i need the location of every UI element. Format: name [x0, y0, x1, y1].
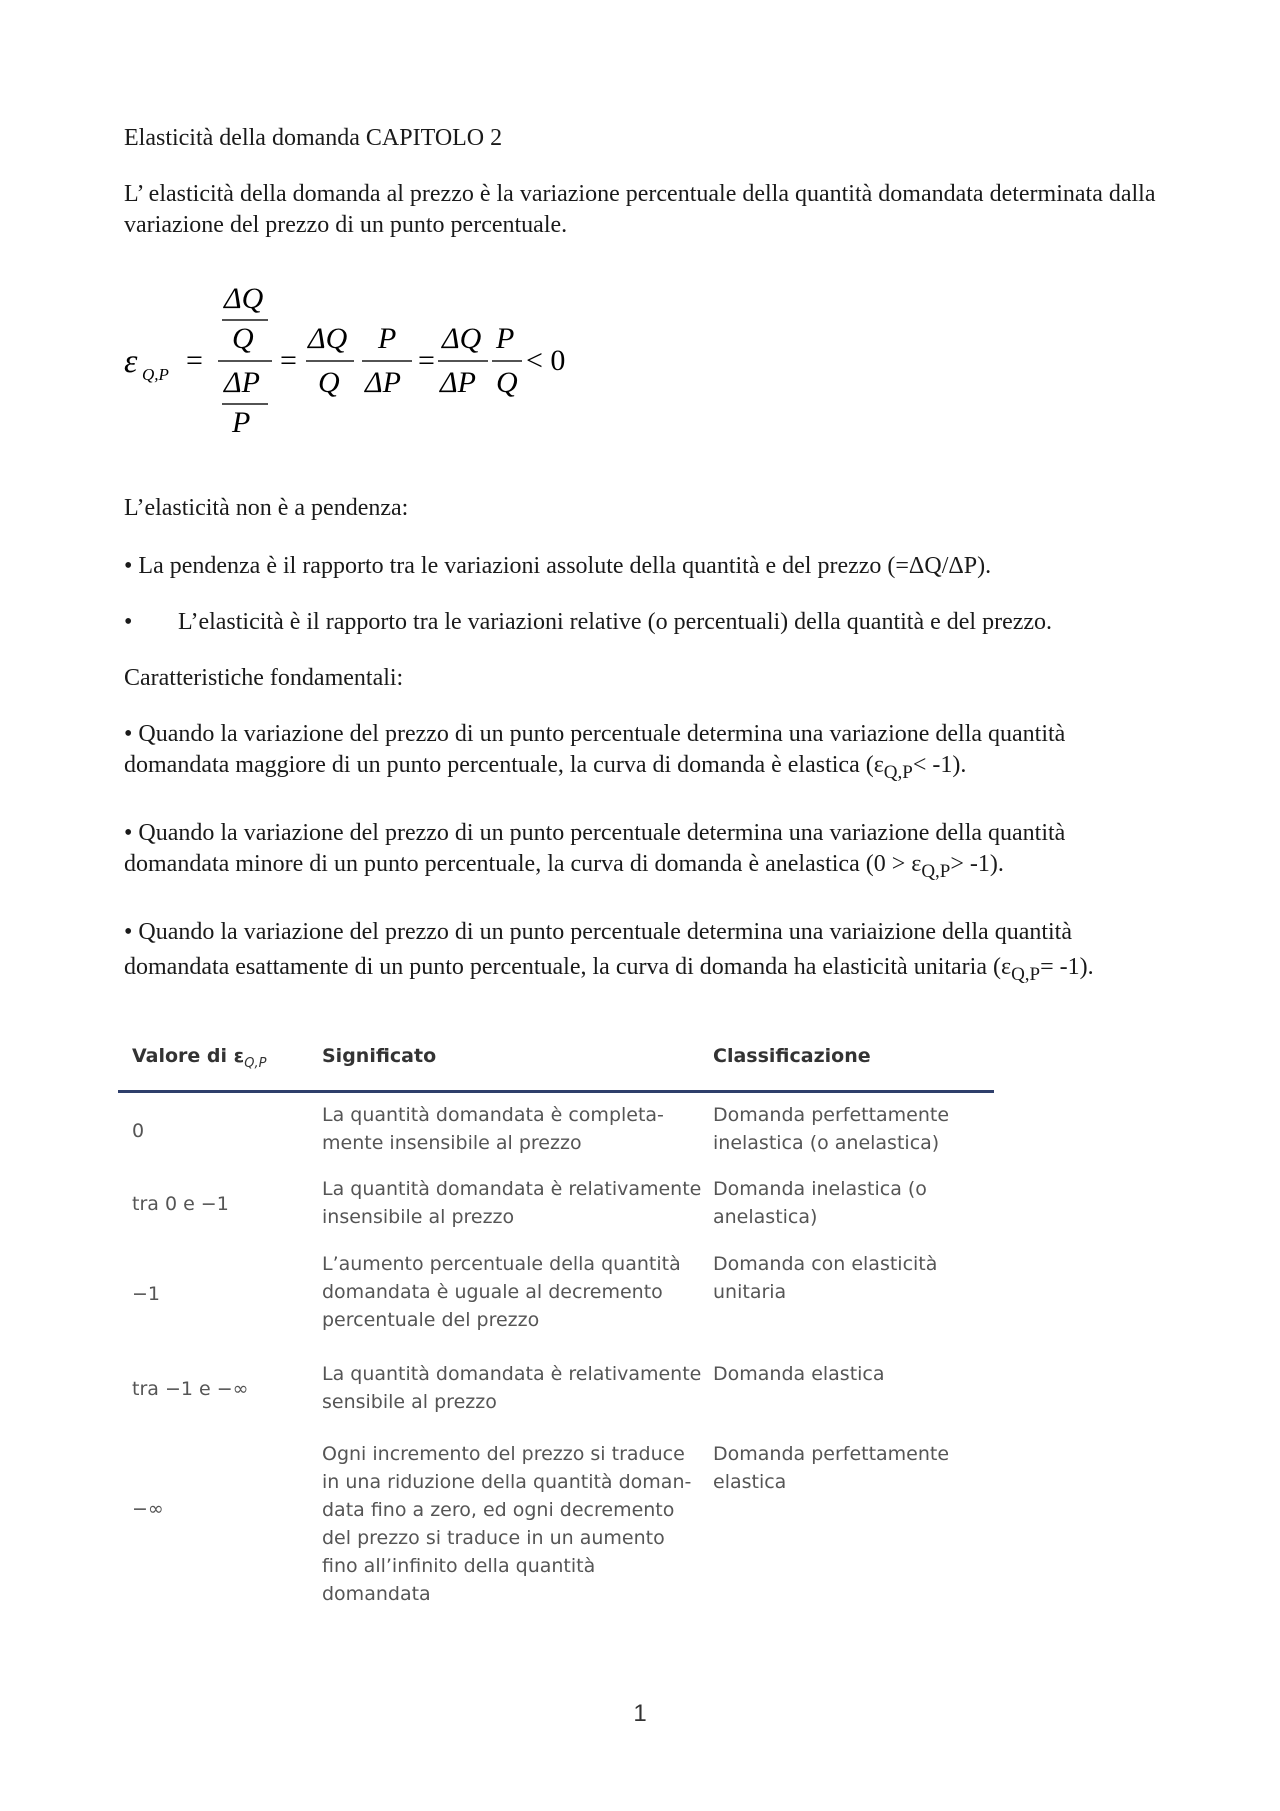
row-4-classification: Domanda perfettamente elastica	[713, 1443, 950, 1493]
denominator-dP: ΔP	[224, 366, 260, 399]
bullet-slope: • La pendenza è il rapporto tra le variazioni assolute della quantità e del prezzo (=ΔQ/ΔP).	[124, 553, 992, 579]
page-number: 1	[633, 1700, 647, 1727]
frac2-den-Q: Q	[318, 366, 340, 399]
frac5-den-Q: Q	[496, 366, 518, 399]
frac3-num-P: P	[378, 322, 397, 355]
numerator-dQ: ΔQ	[224, 282, 264, 315]
elasticity-formula	[122, 270, 592, 450]
features-heading: Caratteristiche fondamentali:	[124, 665, 404, 691]
epsilon-subscript: Q,P	[142, 365, 169, 384]
bullet-elasticity-text: L’elasticità è il rapporto tra le variazioni relative (o percentuali) della quantità e del prezzo.	[178, 609, 1053, 635]
denominator-P: P	[232, 406, 251, 439]
bullet-elasticity	[124, 607, 1164, 638]
feature-inelastic: • Quando la variazione del prezzo di un punto percentuale determina una variazione della quantità domandata minore di un punto percentuale, la curva di domanda è anelastica $(0 > \varepsilon_{Q,P}> -1)$.	[124, 820, 1066, 882]
row-1-value: tra 0 e −1	[132, 1193, 229, 1215]
frac2-num-dQ: ΔQ	[308, 322, 348, 355]
header-value: Valore di $\varepsilon_{Q,P}$	[132, 1045, 267, 1071]
frac4-den-dP: ΔP	[440, 366, 476, 399]
row-0-classification: Domanda perfettamente inelastica (o anelastica)	[713, 1104, 950, 1154]
row-4-value: −∞	[132, 1498, 164, 1520]
row-2-classification: Domanda con elasticità unitaria	[713, 1253, 938, 1303]
less-than-zero: < 0	[526, 344, 566, 377]
row-3-classification: Domanda elastica	[713, 1363, 885, 1385]
header-classification: Classificazione	[713, 1045, 871, 1067]
row-0-value: 0	[132, 1120, 145, 1142]
document-title: Elasticità della domanda CAPITOLO 2	[124, 125, 503, 151]
row-1-meaning: La quantità domandata è relativamente insensibile al prezzo	[322, 1178, 702, 1228]
header-rule	[118, 1090, 994, 1093]
not-slope-heading: L’elasticità non è a pendenza:	[124, 495, 409, 521]
row-3-meaning: La quantità domandata è relativamente sensibile al prezzo	[322, 1363, 702, 1413]
row-4-meaning: Ogni incremento del prezzo si traduce in una riduzione della quantità doman- data fino a zero, ed ogni decremento del prezzo si traduce in un aumento fino all’infinito della quantità domandata	[322, 1443, 692, 1605]
epsilon-symbol: ε	[124, 343, 138, 380]
bullet-mark: •	[124, 609, 133, 635]
feature-elastic: • Quando la variazione del prezzo di un punto percentuale determina una variazione della quantità domandata maggiore di un punto percentuale, la curva di domanda è elastica $(\varepsilon_{Q,P}< -1)$.	[124, 721, 1066, 783]
intro-paragraph: L’ elasticità della domanda al prezzo è la variazione percentuale della quantità domandata determinata dalla variazione del prezzo di un punto percentuale.	[124, 181, 1156, 238]
frac5-num-P: P	[496, 322, 515, 355]
feature-unitary: • Quando la variazione del prezzo di un punto percentuale determina una variaizione della quantità domandata esattamente di un punto percentuale, la curva di domanda ha elasticità unitaria $(\varepsilon_{Q,P}= -1)$.	[124, 919, 1094, 985]
row-2-value: −1	[132, 1283, 161, 1305]
row-3-value: tra −1 e −∞	[132, 1378, 249, 1400]
equals-sign-2: =	[280, 344, 297, 377]
frac4-num-dQ: ΔQ	[442, 322, 482, 355]
row-0-meaning: La quantità domandata è completa- mente insensibile al prezzo	[322, 1104, 664, 1154]
row-1-classification: Domanda inelastica (o anelastica)	[713, 1178, 927, 1228]
row-2-meaning: L’aumento percentuale della quantità domandata è uguale al decremento percentuale del prezzo	[322, 1253, 681, 1331]
frac3-den-dP: ΔP	[365, 366, 401, 399]
header-meaning: Significato	[322, 1045, 437, 1067]
equals-sign-1: =	[186, 344, 203, 377]
numerator-Q: Q	[232, 322, 254, 355]
equals-sign-3: =	[418, 344, 435, 377]
